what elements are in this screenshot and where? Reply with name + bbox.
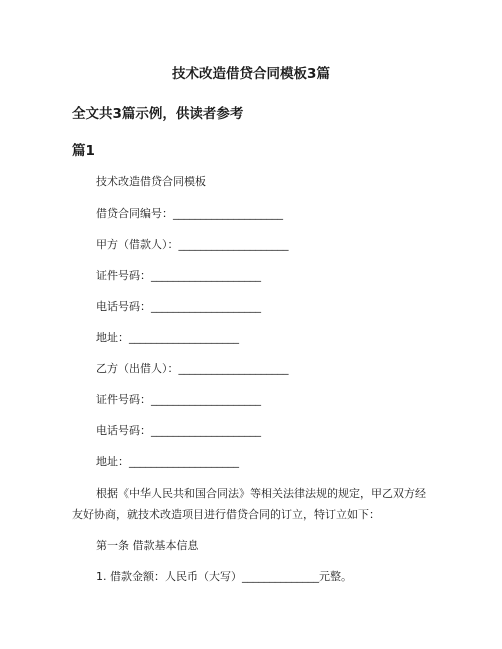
party-a-id-field: 证件号码：____________________ (96, 269, 261, 282)
contract-template-title: 技术改造借贷合同模板 (96, 175, 206, 188)
party-b-id-field: 证件号码：____________________ (96, 393, 261, 406)
party-a-field: 甲方（借款人）：____________________ (96, 238, 289, 251)
contract-number-field: 借贷合同编号：____________________ (96, 207, 283, 220)
document-subtitle: 全文共3篇示例，供读者参考 (72, 106, 244, 122)
party-a-phone-field: 电话号码：____________________ (96, 300, 261, 313)
party-a-address-field: 地址：____________________ (96, 331, 239, 344)
party-b-phone-field: 电话号码：____________________ (96, 424, 261, 437)
section-heading: 篇1 (72, 143, 95, 159)
party-b-field: 乙方（出借人）：____________________ (96, 362, 289, 375)
article-one-heading: 第一条 借款基本信息 (96, 539, 199, 552)
loan-amount-clause: 1. 借款金额：人民币（大写）______________元整。 (96, 570, 352, 583)
preamble-paragraph: 根据《中华人民共和国合同法》等相关法律法规的规定，甲乙双方经友好协商，就技术改造项目进行借贷合同的订立，特订立如下： (72, 487, 426, 521)
document-title: 技术改造借贷合同模板3篇 (172, 66, 330, 82)
party-b-address-field: 地址：____________________ (96, 455, 239, 468)
